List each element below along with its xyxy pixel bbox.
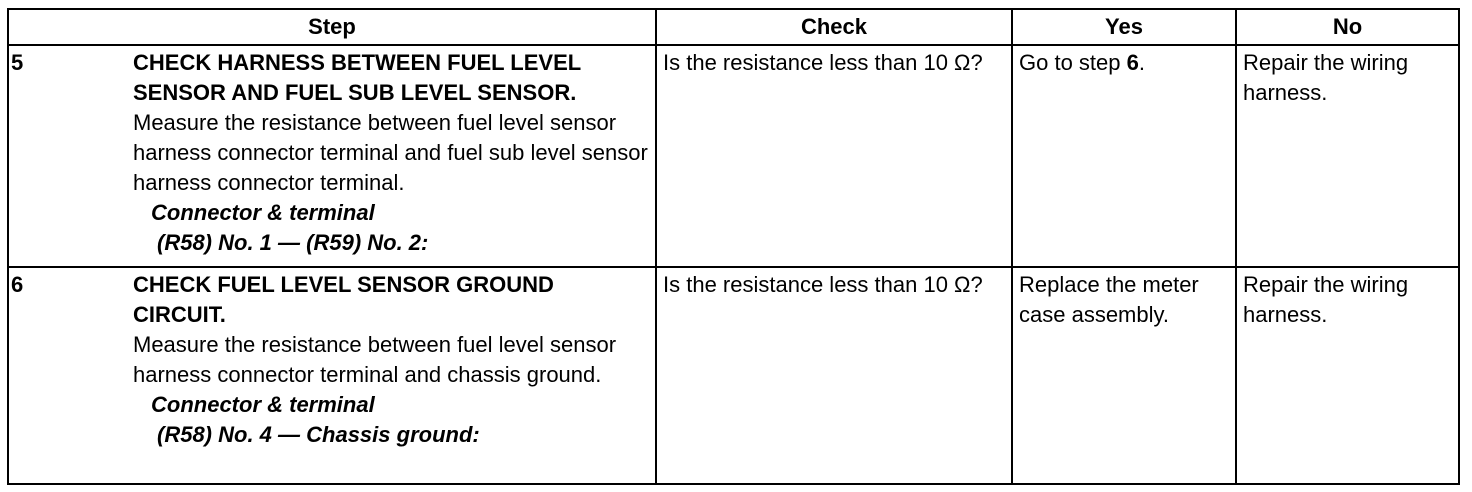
step-instruction: Measure the resistance between fuel level sensor harness connector terminal and chassis ground. (133, 332, 617, 387)
header-no: No (1236, 9, 1459, 45)
no-text: Repair the wiring harness. (1243, 272, 1409, 327)
connector-label: Connector & terminal (151, 392, 375, 417)
step-title: CHECK HARNESS BETWEEN FUEL LEVEL SENSOR AND FUEL SUB LEVEL SENSOR. (133, 50, 581, 105)
step-number: 6 (11, 272, 24, 297)
check-text: Is the resistance less than 10 Ω? (663, 50, 983, 75)
table-row (8, 267, 1459, 484)
step-cell (8, 267, 656, 484)
check-text: Is the resistance less than 10 Ω? (663, 272, 983, 297)
header-check: Check (656, 9, 1012, 45)
yes-cell (1012, 267, 1236, 484)
connector-value: (R58) No. 1 — (R59) No. 2: (157, 230, 429, 255)
header-row (8, 9, 1459, 45)
check-cell (656, 45, 1012, 267)
connector-value: (R58) No. 4 — Chassis ground: (157, 422, 480, 447)
connector-label: Connector & terminal (151, 200, 375, 225)
yes-prefix: Go to step (1019, 50, 1127, 75)
step-cell (8, 45, 656, 267)
yes-cell (1012, 45, 1236, 267)
step-title: CHECK FUEL LEVEL SENSOR GROUND CIRCUIT. (133, 272, 554, 327)
step-number: 5 (11, 50, 24, 75)
yes-text: Replace the meter case assembly. (1019, 272, 1199, 327)
yes-text (1013, 46, 1235, 78)
diagnostic-table (7, 8, 1460, 485)
no-cell (1236, 267, 1459, 484)
no-cell (1236, 45, 1459, 267)
step-instruction: Measure the resistance between fuel level sensor harness connector terminal and fuel sub level sensor harness connector terminal. (133, 110, 648, 195)
yes-suffix: . (1138, 50, 1145, 75)
no-text: Repair the wiring harness. (1243, 50, 1409, 105)
check-cell (656, 267, 1012, 484)
header-step: Step (8, 9, 656, 45)
yes-step-ref: 6 (1126, 50, 1139, 75)
header-yes: Yes (1012, 9, 1236, 45)
table-row (8, 45, 1459, 267)
